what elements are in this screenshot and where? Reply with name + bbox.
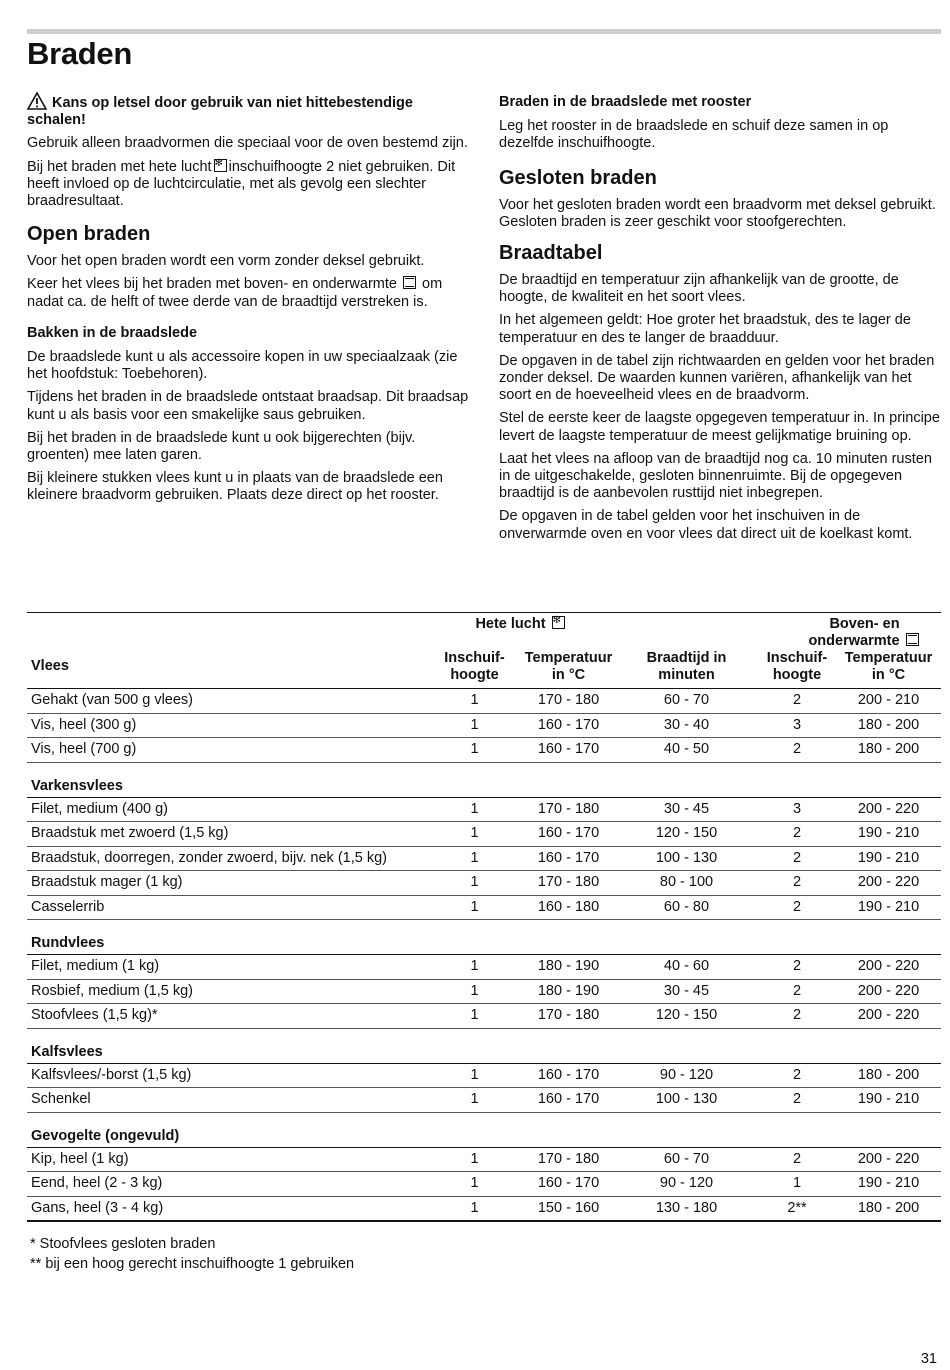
cell-inschuif-hete: 1 [427, 979, 522, 1004]
warning-heading [27, 92, 469, 129]
warning-icon [27, 92, 47, 110]
cell-temp-hete: 170 - 180 [522, 797, 615, 822]
cell-temp-hete: 160 - 170 [522, 713, 615, 738]
cell-braadtijd: 120 - 150 [615, 1004, 758, 1029]
cell-vlees: Filet, medium (1 kg) [27, 955, 427, 980]
cell-inschuif-hete: 1 [427, 1088, 522, 1113]
rooster-text-1: Leg het rooster in de braadslede en schuif deze samen in op dezelfde inschuifhoogte. [499, 118, 889, 152]
page-title: Braden [27, 36, 133, 71]
table-category-row [27, 762, 941, 797]
cell-temp-hete: 160 - 170 [522, 1063, 615, 1088]
top-bottom-heat-icon [403, 276, 416, 289]
table-row [27, 1196, 941, 1221]
cell-braadtijd: 120 - 150 [615, 822, 758, 847]
cell-braadtijd: 30 - 45 [615, 979, 758, 1004]
table-category-row [27, 920, 941, 955]
cell-temp-boven: 200 - 220 [836, 797, 941, 822]
warning-title: Kans op letsel door gebruik van niet hittebestendige schalen! [27, 95, 413, 129]
bakken-text-3: Bij het braden in de braadslede kunt u ook bijgerechten (bijv. groenten) mee laten garen. [27, 429, 416, 464]
cell-braadtijd: 40 - 50 [615, 738, 758, 763]
cell-inschuif-hete: 1 [427, 1147, 522, 1172]
col-inschuif-hete-l2: hoogte [450, 667, 499, 683]
cell-temp-boven: 190 - 210 [836, 895, 941, 920]
cell-temp-boven: 200 - 220 [836, 955, 941, 980]
table-row [27, 797, 941, 822]
cell-temp-boven: 200 - 220 [836, 1004, 941, 1029]
col-temp-hete [522, 650, 615, 689]
cell-inschuif-boven: 2 [758, 1088, 836, 1113]
open-braden-heading: Open braden [27, 223, 151, 246]
cell-inschuif-hete: 1 [427, 895, 522, 920]
table-row [27, 1088, 941, 1113]
col-temp-hete-l2: in °C [551, 667, 586, 683]
table-body [27, 689, 941, 1222]
open-text-1: Voor het open braden wordt een vorm zonder deksel gebruikt. [27, 253, 425, 270]
open-text-2a: Keer het vlees bij het braden met boven- en onderwarmte [27, 276, 397, 293]
cell-inschuif-hete: 1 [427, 1172, 522, 1197]
cell-inschuif-boven: 2 [758, 979, 836, 1004]
cell-inschuif-boven: 2 [758, 1004, 836, 1029]
group-hete-lucht-label: Hete lucht [475, 616, 546, 632]
cell-temp-hete: 150 - 160 [522, 1196, 615, 1221]
table-column-header [27, 650, 941, 689]
cell-inschuif-boven: 2 [758, 871, 836, 896]
cell-temp-hete: 170 - 180 [522, 689, 615, 714]
cell-temp-boven: 180 - 200 [836, 1063, 941, 1088]
cell-inschuif-hete: 1 [427, 846, 522, 871]
cell-inschuif-boven: 2** [758, 1196, 836, 1221]
cell-inschuif-boven: 2 [758, 738, 836, 763]
group-boven-label: Boven- en onderwarmte [808, 616, 900, 649]
cell-braadtijd: 100 - 130 [615, 1088, 758, 1113]
braadtabel [27, 612, 941, 1222]
cell-vlees: Filet, medium (400 g) [27, 797, 427, 822]
cell-braadtijd: 60 - 80 [615, 895, 758, 920]
cell-vlees: Eend, heel (2 - 3 kg) [27, 1172, 427, 1197]
cell-inschuif-hete: 1 [427, 713, 522, 738]
bakken-text-1: De braadslede kunt u als accessoire kopen in uw speciaalzaak (zie het hoofdstuk: Toebehoren). [27, 349, 458, 383]
warning-text-1: Gebruik alleen braadvormen die speciaal voor de oven bestemd zijn. [27, 135, 468, 152]
warning-text-2b: inschuifhoogte 2 niet gebruiken. Dit heeft invloed op de luchtcirculatie, met als gevolg een slechter braadresultaat. [27, 158, 456, 210]
warning-text-2 [27, 159, 469, 211]
table-row [27, 1063, 941, 1088]
category-title: Kalfsvlees [27, 1028, 941, 1063]
braadtabel-heading: Braadtabel [499, 242, 603, 265]
table-row [27, 871, 941, 896]
cell-temp-boven: 180 - 200 [836, 713, 941, 738]
cell-vlees: Braadstuk met zwoerd (1,5 kg) [27, 822, 427, 847]
cell-temp-boven: 190 - 210 [836, 846, 941, 871]
category-title: Varkensvlees [27, 762, 941, 797]
cell-inschuif-hete: 1 [427, 797, 522, 822]
cell-temp-hete: 170 - 180 [522, 1004, 615, 1029]
table-group-header [27, 613, 941, 651]
table-row [27, 1147, 941, 1172]
cell-inschuif-hete: 1 [427, 1196, 522, 1221]
cell-temp-hete: 160 - 170 [522, 738, 615, 763]
cell-inschuif-boven: 2 [758, 846, 836, 871]
bakken-heading: Bakken in de braadslede [27, 324, 198, 341]
bakken-text-4: Bij kleinere stukken vlees kunt u in plaats van de braadslede een kleinere braadvorm gebruiken. Plaats deze direct op het rooster. [27, 470, 443, 504]
cell-inschuif-boven: 2 [758, 1063, 836, 1088]
cell-inschuif-hete: 1 [427, 738, 522, 763]
category-title: Rundvlees [27, 920, 941, 955]
open-text-2 [27, 276, 469, 310]
cell-vlees: Rosbief, medium (1,5 kg) [27, 979, 427, 1004]
col-temp-boven-l2: in °C [871, 667, 906, 683]
cell-inschuif-hete: 1 [427, 955, 522, 980]
cell-braadtijd: 90 - 120 [615, 1063, 758, 1088]
warning-text-2a: Bij het braden met hete lucht [27, 158, 212, 175]
col-inschuif-hete-l1: Inschuif- [444, 650, 505, 666]
cell-vlees: Vis, heel (300 g) [27, 713, 427, 738]
cell-vlees: Schenkel [27, 1088, 427, 1113]
cell-temp-boven: 190 - 210 [836, 1172, 941, 1197]
cell-inschuif-boven: 3 [758, 797, 836, 822]
cell-temp-hete: 180 - 190 [522, 979, 615, 1004]
cell-inschuif-hete: 1 [427, 822, 522, 847]
right-column [499, 92, 942, 549]
gesloten-text-1: Voor het gesloten braden wordt een braadvorm met deksel gebruikt. Gesloten braden is zeer geschikt voor stoofgerechten. [499, 196, 936, 230]
cell-temp-boven: 180 - 200 [836, 1196, 941, 1221]
left-column [27, 92, 469, 511]
tabel-text-2: In het algemeen geldt: Hoe groter het braadstuk, des te lager de temperatuur en des te langer de braadduur. [499, 312, 911, 346]
cell-braadtijd: 30 - 40 [615, 713, 758, 738]
col-braadtijd-l2: minuten [658, 667, 715, 683]
col-temp-hete-l1: Temperatuur [524, 650, 613, 666]
col-inschuif-boven [758, 650, 836, 689]
cell-vlees: Braadstuk, doorregen, zonder zwoerd, bijv. nek (1,5 kg) [27, 846, 427, 871]
cell-temp-hete: 160 - 170 [522, 822, 615, 847]
cell-vlees: Braadstuk mager (1 kg) [27, 871, 427, 896]
col-braadtijd [615, 650, 758, 689]
cell-vlees: Kalfsvlees/-borst (1,5 kg) [27, 1063, 427, 1088]
table-row [27, 955, 941, 980]
cell-inschuif-boven: 2 [758, 822, 836, 847]
cell-inschuif-boven: 2 [758, 955, 836, 980]
note-1: * Stoofvlees gesloten braden [30, 1236, 216, 1252]
cell-temp-hete: 160 - 170 [522, 1172, 615, 1197]
tabel-text-3: De opgaven in de tabel zijn richtwaarden en gelden voor het braden zonder deksel. De waarden kunnen variëren, afhankelijk van het soort en de hoeveelheid vlees en de braadvorm. [499, 352, 935, 404]
hot-air-icon [552, 616, 565, 629]
cell-braadtijd: 40 - 60 [615, 955, 758, 980]
cell-temp-hete: 160 - 170 [522, 846, 615, 871]
table-row [27, 822, 941, 847]
cell-temp-boven: 180 - 200 [836, 738, 941, 763]
table-row [27, 979, 941, 1004]
cell-braadtijd: 30 - 45 [615, 797, 758, 822]
cell-braadtijd: 60 - 70 [615, 689, 758, 714]
cell-temp-boven: 200 - 220 [836, 871, 941, 896]
table-row [27, 1172, 941, 1197]
table-row [27, 689, 941, 714]
hot-air-icon [214, 159, 227, 172]
cell-vlees: Kip, heel (1 kg) [27, 1147, 427, 1172]
col-temp-boven [836, 650, 941, 689]
cell-temp-hete: 170 - 180 [522, 1147, 615, 1172]
cell-inschuif-hete: 1 [427, 871, 522, 896]
cell-temp-hete: 160 - 170 [522, 1088, 615, 1113]
cell-inschuif-boven: 3 [758, 713, 836, 738]
cell-inschuif-boven: 2 [758, 689, 836, 714]
gesloten-heading: Gesloten braden [499, 166, 657, 189]
tabel-text-5: Laat het vlees na afloop van de braadtijd nog ca. 10 minuten rusten in de uitgeschakelde, gesloten binnenruimte. Bij de opgegeven braadtijd is de aanbevolen rusttijd niet inbegrepen. [499, 450, 932, 502]
cell-temp-hete: 180 - 190 [522, 955, 615, 980]
table-row [27, 846, 941, 871]
tabel-text-1: De braadtijd en temperatuur zijn afhankelijk van de grootte, de hoogte, de kwaliteit en het soort vlees. [499, 272, 899, 306]
header-rule [27, 29, 941, 34]
cell-inschuif-boven: 1 [758, 1172, 836, 1197]
table-row [27, 738, 941, 763]
table-category-row [27, 1028, 941, 1063]
page-number: 31 [920, 1351, 937, 1367]
cell-temp-boven: 200 - 220 [836, 979, 941, 1004]
table-row [27, 713, 941, 738]
cell-vlees: Gans, heel (3 - 4 kg) [27, 1196, 427, 1221]
table-row [27, 1004, 941, 1029]
bakken-text-2: Tijdens het braden in de braadslede ontstaat braadsap. Dit braadsap kunt u als basis voor een smakelijke saus gebruiken. [27, 389, 469, 423]
cell-vlees: Vis, heel (700 g) [27, 738, 427, 763]
open-text-2b: om nadat ca. de helft of twee derde van de braadtijd verstreken is. [27, 276, 443, 310]
cell-temp-boven: 200 - 210 [836, 689, 941, 714]
cell-temp-hete: 170 - 180 [522, 871, 615, 896]
table-row [27, 895, 941, 920]
col-temp-boven-l1: Temperatuur [844, 650, 933, 666]
cell-inschuif-boven: 2 [758, 895, 836, 920]
group-hete-lucht [427, 613, 615, 651]
col-inschuif-hete [427, 650, 522, 689]
cell-inschuif-hete: 1 [427, 1004, 522, 1029]
col-inschuif-boven-l1: Inschuif- [766, 650, 828, 666]
cell-inschuif-hete: 1 [427, 689, 522, 714]
cell-temp-boven: 200 - 220 [836, 1147, 941, 1172]
group-boven-onder [758, 613, 941, 651]
cell-temp-boven: 190 - 210 [836, 1088, 941, 1113]
col-inschuif-boven-l2: hoogte [772, 667, 822, 683]
cell-braadtijd: 130 - 180 [615, 1196, 758, 1221]
cell-braadtijd: 90 - 120 [615, 1172, 758, 1197]
cell-temp-hete: 160 - 180 [522, 895, 615, 920]
tabel-text-6: De opgaven in de tabel gelden voor het inschuiven in de onverwarmde oven en voor vlees dat direct uit de koelkast komt. [499, 508, 913, 542]
cell-braadtijd: 60 - 70 [615, 1147, 758, 1172]
table-notes [30, 1234, 354, 1274]
table-category-row [27, 1112, 941, 1147]
cell-vlees: Stoofvlees (1,5 kg)* [27, 1004, 427, 1029]
cell-vlees: Gehakt (van 500 g vlees) [27, 689, 427, 714]
cell-braadtijd: 80 - 100 [615, 871, 758, 896]
col-braadtijd-l1: Braadtijd in [646, 650, 727, 666]
rooster-heading: Braden in de braadslede met rooster [499, 94, 752, 110]
tabel-text-4: Stel de eerste keer de laagste opgegeven temperatuur in. In principe levert de laagste temperatuur de meest gelijkmatige bruining op. [499, 410, 940, 444]
cell-temp-boven: 190 - 210 [836, 822, 941, 847]
cell-inschuif-hete: 1 [427, 1063, 522, 1088]
note-2: ** bij een hoog gerecht inschuifhoogte 1 gebruiken [30, 1256, 355, 1272]
top-bottom-heat-icon [906, 633, 919, 646]
cell-braadtijd: 100 - 130 [615, 846, 758, 871]
cell-vlees: Casselerrib [27, 895, 427, 920]
category-title: Gevogelte (ongevuld) [27, 1112, 941, 1147]
cell-inschuif-boven: 2 [758, 1147, 836, 1172]
col-vlees: Vlees [27, 650, 427, 689]
